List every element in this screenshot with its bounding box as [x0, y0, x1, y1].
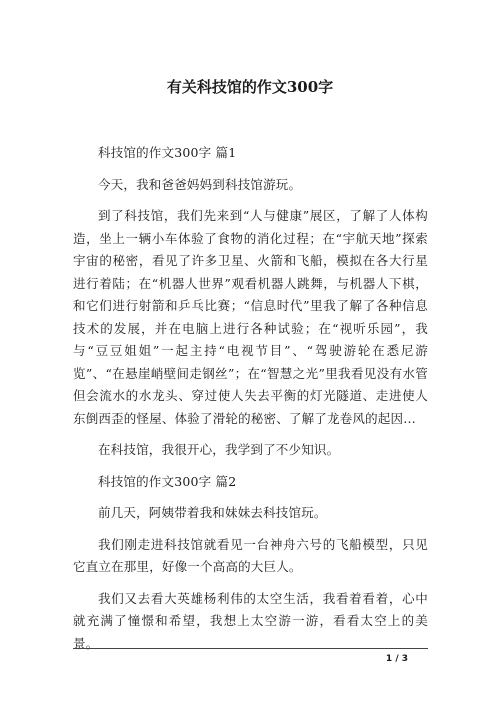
paragraph-heading-2: 科技馆的作文300字 篇2	[98, 473, 237, 489]
document-title: 有关科技馆的作文300字	[166, 78, 334, 96]
paragraph: 我们又去看大英雄杨利伟的太空生活，我看着看着，心中就充满了憧憬和希望，我想上太空游一游，看看太空上的美景。	[73, 590, 428, 651]
paragraph: 今天，我和爸爸妈妈到科技馆游玩。	[98, 176, 302, 192]
document-body	[73, 142, 428, 664]
paragraph: 前几天，阿姨带着我和妹妹去科技馆玩。	[98, 505, 327, 520]
footer-divider	[73, 648, 428, 649]
paragraph-heading-1: 科技馆的作文300字 篇1	[98, 145, 237, 160]
paragraph: 我们刚走进科技馆就看见一台神舟六号的飞船模型，只见它直立在那里，好像一个高高的大巨人。	[73, 536, 428, 574]
paragraph: 在科技馆，我很开心，我学到了不少知识。	[98, 442, 340, 457]
paragraph: 到了科技馆，我们先来到“人与健康”展区，了解了人体构造，坐上一辆小车体验了食物的消化过程；在“宇航天地”探索宇宙的秘密，看见了许多卫星、火箭和飞船，模拟在各大行星进行着陆；在“机器人世界”观看机器人跳舞，与机器人下棋，和它们进行射箭和乒乓比赛；“信息时代”里我了解了各种信息技术的发展，并在电脑上进行各种试验；在“视听乐园”，我与“豆豆姐姐”一起主持“电视节目”、“驾驶游轮在悉尼游览”、“在悬崖峭壁间走钢丝”；在“智慧之光”里我看见没有水管但会流水的水龙头、穿过使人失去平衡的灯光隧道、走进使人东倒西歪的怪屋、体验了滑轮的秘密、了解了龙卷风的起因…	[73, 208, 428, 426]
page-number: 1 / 3	[385, 654, 408, 664]
